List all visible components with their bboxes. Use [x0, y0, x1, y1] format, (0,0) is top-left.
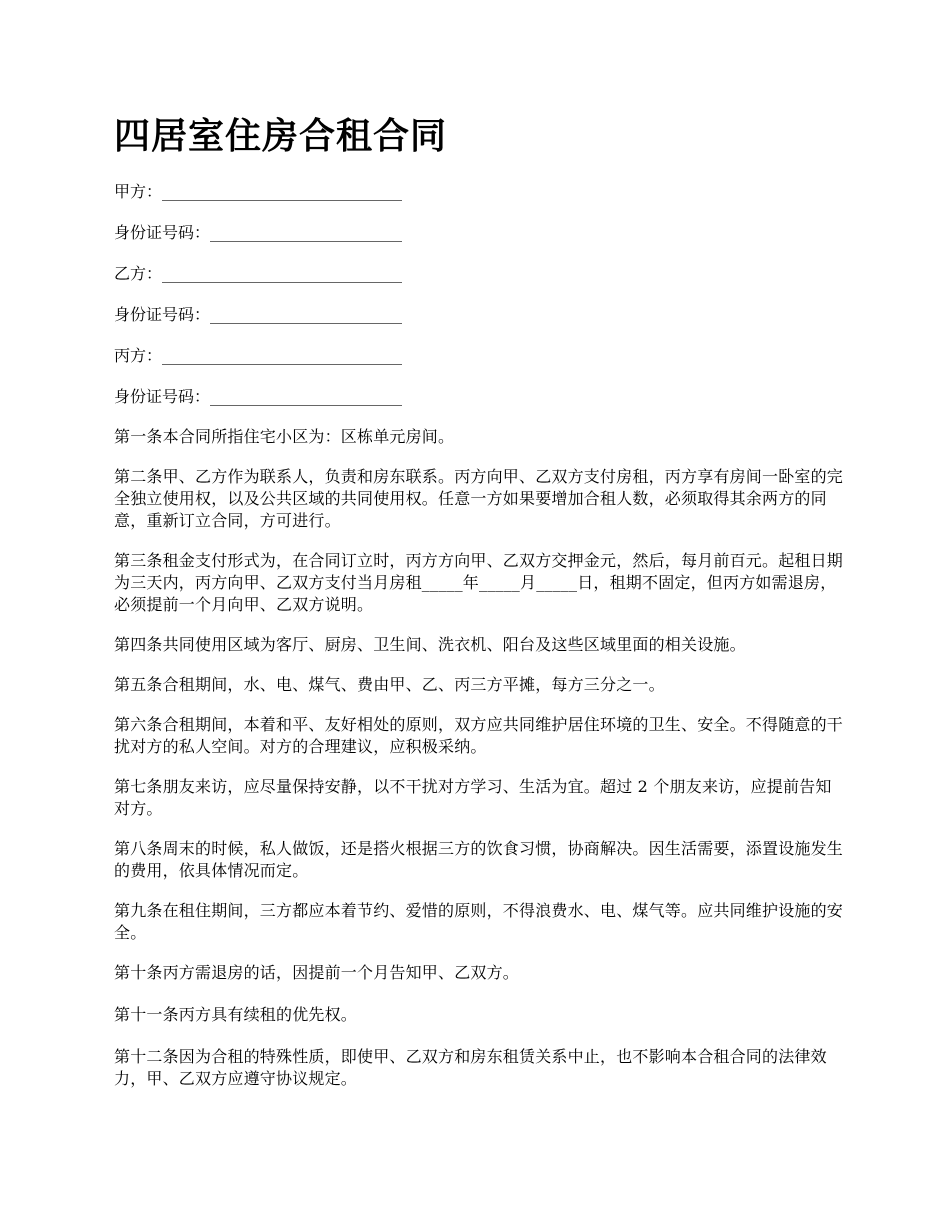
party-b-blank: ______________________________ [162, 264, 403, 283]
party-c-id-blank: ________________________ [210, 387, 403, 406]
clause-9: 第九条在租住期间，三方都应本着节约、爱惜的原则，不得浪费水、电、煤气等。应共同维护设施的安全。 [114, 901, 844, 942]
party-a-id-blank: ________________________ [210, 223, 403, 242]
party-a-id-field [114, 221, 844, 244]
party-c-blank: ______________________________ [162, 346, 403, 365]
document-title: 四居室住房合租合同 [114, 115, 448, 157]
party-c-field [114, 344, 844, 367]
clause-12: 第十二条因为合租的特殊性质，即使甲、乙双方和房东租赁关系中止，也不影响本合租合同的法律效力，甲、乙双方应遵守协议规定。 [114, 1047, 827, 1088]
clause-4: 第四条共同使用区域为客厅、厨房、卫生间、洗衣机、阳台及这些区域里面的相关设施。 [114, 635, 746, 654]
clause-2: 第二条甲、乙方作为联系人，负责和房东联系。丙方向甲、乙双方支付房租，丙方享有房间一卧室的完全独立使用权，以及公共区域的共同使用权。任意一方如果要增加合租人数，必须取得其余两方的同意，重新订立合同，方可进行。 [114, 467, 844, 530]
party-b-id-label: 身份证号码： [114, 305, 211, 324]
party-a-id-label: 身份证号码： [114, 223, 211, 242]
party-a-label: 甲方： [114, 182, 163, 201]
party-b-label: 乙方： [114, 264, 163, 283]
document-page [114, 112, 844, 1108]
party-a-blank: ______________________________ [162, 182, 403, 201]
clause-7: 第七条朋友来访，应尽量保持安静，以不干扰对方学习、生活为宜。超过 2 个朋友来访，应提前告知对方。 [114, 777, 832, 818]
clause-5: 第五条合租期间，水、电、煤气、费由甲、乙、丙三方平摊，每方三分之一。 [114, 675, 665, 694]
clause-8: 第八条周末的时候，私人做饭，还是搭火根据三方的饮食习惯，协商解决。因生活需要，添置设施发生的费用，依具体情况而定。 [114, 839, 844, 880]
party-b-id-blank: ________________________ [210, 305, 403, 324]
clause-11: 第十一条丙方具有续租的优先权。 [114, 1005, 358, 1024]
clause-10: 第十条丙方需退房的话，因提前一个月告知甲、乙双方。 [114, 963, 520, 982]
clause-6: 第六条合租期间，本着和平、友好相处的原则，双方应共同维护居住环境的卫生、安全。不得随意的干扰对方的私人空间。对方的合理建议，应积极采纳。 [114, 715, 844, 756]
clause-1: 第一条本合同所指住宅小区为：区栋单元房间。 [114, 427, 455, 446]
party-c-label: 丙方： [114, 346, 163, 365]
clauses-section [114, 426, 844, 1090]
party-b-field [114, 262, 844, 285]
party-a-field [114, 180, 844, 203]
party-b-id-field [114, 303, 844, 326]
parties-section [114, 180, 844, 408]
party-c-id-label: 身份证号码： [114, 387, 211, 406]
clause-3: 第三条租金支付形式为，在合同订立时，丙方方向甲、乙双方交押金元，然后，每月前百元。起租日期为三天内，丙方向甲、乙双方支付当月房租_____年_____月_____日，租期不固定，但丙方如需退房，必须提前一个月向甲、乙双方说明。 [114, 551, 844, 614]
party-c-id-field [114, 385, 844, 408]
